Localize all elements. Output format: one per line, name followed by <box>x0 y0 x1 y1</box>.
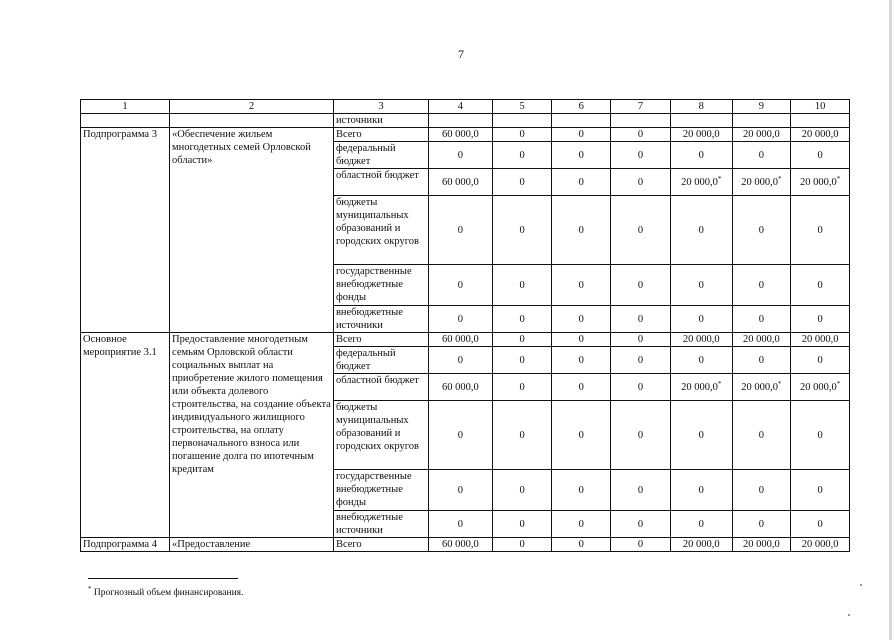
value-text: 0 <box>698 484 704 496</box>
value-cell <box>429 114 493 128</box>
value-text: 0 <box>758 484 764 496</box>
forecast-mark: * <box>778 174 782 183</box>
value-cell <box>732 333 791 347</box>
value-cell <box>552 114 611 128</box>
value-cell <box>791 347 850 374</box>
value-text: 0 <box>519 313 525 325</box>
value-cell <box>429 374 493 401</box>
program-title-cell: Предоставление многодетным семьям Орловской области социальных выплат на приобретение жилого помещения или объекта долевого строительства, на создание объекта индивидуального жилищного строительства, на оплату первоначального взноса или погашение долга по ипотечным кредитам <box>170 333 334 538</box>
value-cell <box>732 374 791 401</box>
value-text: 0 <box>578 176 584 188</box>
funding-source-cell: источники <box>333 114 428 128</box>
value-cell <box>791 265 850 306</box>
value-text: 0 <box>519 484 525 496</box>
table-row <box>81 128 850 142</box>
value-cell <box>670 333 732 347</box>
value-text: 0 <box>519 279 525 291</box>
value-text: 20 000,0 <box>799 381 837 393</box>
value-cell <box>732 196 791 265</box>
value-text: 0 <box>578 129 584 140</box>
program-title-cell: «Обеспечение жильем многодетных семей Орловской области» <box>170 128 334 333</box>
program-name-cell <box>81 114 170 128</box>
value-cell <box>552 347 611 374</box>
value-cell <box>611 142 671 169</box>
value-cell <box>670 347 732 374</box>
value-text: 0 <box>457 354 464 366</box>
funding-source-cell: государственные внебюджетные фонды <box>333 470 428 511</box>
value-text: 0 <box>519 354 525 366</box>
forecast-mark: * <box>778 379 782 388</box>
funding-source-cell: областной бюджет <box>333 374 428 401</box>
table-row <box>81 333 850 347</box>
value-text: 20 000,0 <box>801 539 839 550</box>
col-header: 7 <box>611 100 671 114</box>
value-text: 0 <box>817 224 823 236</box>
value-cell <box>611 347 671 374</box>
table-body <box>81 100 850 552</box>
value-text: 0 <box>637 429 644 441</box>
value-cell <box>732 128 791 142</box>
value-text: 0 <box>698 354 704 366</box>
value-text: 0 <box>698 279 704 291</box>
value-cell <box>611 538 671 552</box>
value-cell <box>492 196 552 265</box>
value-text: 0 <box>457 224 464 236</box>
value-text: 0 <box>457 518 464 530</box>
value-cell <box>552 333 611 347</box>
value-text: 20 000,0 <box>682 334 720 345</box>
value-text: 0 <box>817 429 823 441</box>
value-cell <box>552 265 611 306</box>
value-cell <box>611 470 671 511</box>
value-cell <box>732 470 791 511</box>
value-cell <box>732 306 791 333</box>
value-cell <box>429 169 493 196</box>
value-text: 0 <box>698 149 704 161</box>
value-text: 20 000,0 <box>743 129 780 140</box>
value-cell <box>670 169 732 196</box>
value-text: 0 <box>758 518 764 530</box>
value-cell <box>492 169 552 196</box>
forecast-mark: * <box>717 174 722 183</box>
value-cell <box>611 401 671 470</box>
value-text: 20 000,0 <box>801 334 839 345</box>
value-text: 0 <box>817 354 823 366</box>
program-title-cell <box>170 114 334 128</box>
value-text: 0 <box>698 429 704 441</box>
funding-source-cell: Всего <box>333 128 428 142</box>
value-cell <box>552 128 611 142</box>
value-text: 0 <box>817 518 823 530</box>
value-text: 0 <box>698 518 704 530</box>
value-text: 0 <box>578 539 584 550</box>
program-name-cell: Подпрограмма 4 <box>81 538 170 552</box>
value-cell <box>429 511 493 538</box>
value-cell <box>611 169 671 196</box>
page-number: 7 <box>458 47 464 61</box>
value-cell <box>492 114 552 128</box>
footnote-rule <box>88 578 238 579</box>
value-text: 0 <box>578 518 584 530</box>
value-text: 0 <box>457 429 464 441</box>
funding-source-cell: областной бюджет <box>333 169 428 196</box>
col-header: 4 <box>429 100 493 114</box>
value-cell <box>611 333 671 347</box>
value-text: 20 000,0 <box>741 176 778 188</box>
value-text: 20 000,0 <box>743 334 780 345</box>
value-cell <box>791 538 850 552</box>
value-cell <box>552 374 611 401</box>
value-text: 0 <box>578 484 584 496</box>
col-header: 8 <box>670 100 732 114</box>
value-cell <box>552 169 611 196</box>
value-text: 0 <box>457 149 464 161</box>
value-text: 0 <box>578 381 584 393</box>
value-text: 0 <box>637 176 644 188</box>
scan-speck <box>860 584 862 586</box>
program-title-cell: «Предоставление <box>170 538 334 552</box>
value-cell <box>732 265 791 306</box>
value-cell <box>552 470 611 511</box>
col-header: 9 <box>732 100 791 114</box>
value-cell <box>429 538 493 552</box>
value-cell <box>611 265 671 306</box>
value-text: 60 000,0 <box>442 129 479 140</box>
footnote-mark: * <box>88 585 92 593</box>
value-text: 0 <box>578 313 584 325</box>
value-text: 0 <box>578 224 584 236</box>
value-cell <box>670 401 732 470</box>
footnote <box>88 585 243 598</box>
value-cell <box>791 128 850 142</box>
value-text: 20 000,0 <box>682 539 720 550</box>
value-cell <box>732 538 791 552</box>
value-cell <box>492 265 552 306</box>
value-cell <box>732 142 791 169</box>
value-cell <box>429 347 493 374</box>
value-cell <box>670 470 732 511</box>
funding-source-cell: внебюджетные источники <box>333 511 428 538</box>
value-cell <box>492 333 552 347</box>
value-cell <box>670 128 732 142</box>
value-text: 0 <box>519 149 525 161</box>
value-cell <box>492 374 552 401</box>
value-cell <box>732 347 791 374</box>
value-text: 0 <box>817 484 823 496</box>
value-cell <box>732 169 791 196</box>
value-cell <box>670 142 732 169</box>
value-text: 0 <box>758 354 764 366</box>
value-text: 0 <box>519 176 525 188</box>
value-text: 0 <box>578 429 584 441</box>
value-text: 0 <box>637 381 644 393</box>
value-cell <box>732 511 791 538</box>
value-text: 0 <box>637 129 644 140</box>
value-text: 0 <box>637 313 644 325</box>
value-text: 20 000,0 <box>682 129 720 140</box>
value-text: 20 000,0 <box>681 176 718 188</box>
value-cell <box>670 511 732 538</box>
value-cell <box>429 470 493 511</box>
value-text: 0 <box>457 313 464 325</box>
value-cell <box>611 114 671 128</box>
value-cell <box>670 374 732 401</box>
value-text: 20 000,0 <box>743 539 780 550</box>
value-text: 0 <box>519 334 525 345</box>
value-text: 0 <box>519 129 525 140</box>
value-cell <box>429 265 493 306</box>
funding-source-cell: федеральный бюджет <box>333 347 428 374</box>
value-cell <box>611 306 671 333</box>
value-text: 0 <box>637 149 644 161</box>
value-cell <box>429 142 493 169</box>
value-text: 0 <box>578 334 584 345</box>
value-cell <box>611 374 671 401</box>
value-text: 0 <box>637 279 644 291</box>
value-text: 0 <box>758 429 764 441</box>
value-text: 0 <box>519 224 525 236</box>
funding-source-cell: Всего <box>333 333 428 347</box>
funding-source-cell: федеральный бюджет <box>333 142 428 169</box>
value-text: 0 <box>637 334 644 345</box>
value-cell <box>791 470 850 511</box>
value-cell <box>791 511 850 538</box>
value-cell <box>791 169 850 196</box>
value-cell <box>552 306 611 333</box>
forecast-mark: * <box>836 379 841 388</box>
value-cell <box>492 511 552 538</box>
col-header: 3 <box>333 100 428 114</box>
value-cell <box>552 196 611 265</box>
value-text: 0 <box>817 313 823 325</box>
funding-source-cell: государственные внебюджетные фонды <box>333 265 428 306</box>
value-cell <box>429 333 493 347</box>
value-text: 20 000,0 <box>741 381 778 393</box>
value-text: 0 <box>519 429 525 441</box>
col-header: 1 <box>81 100 170 114</box>
value-cell <box>670 196 732 265</box>
value-text: 0 <box>698 224 704 236</box>
value-text: 0 <box>519 381 525 393</box>
col-header: 6 <box>552 100 611 114</box>
value-cell <box>429 306 493 333</box>
value-cell <box>492 128 552 142</box>
value-cell <box>429 196 493 265</box>
value-cell <box>791 401 850 470</box>
value-text: 0 <box>817 149 823 161</box>
value-cell <box>791 114 850 128</box>
value-cell <box>670 265 732 306</box>
value-text: 0 <box>637 518 644 530</box>
value-text: 0 <box>758 313 764 325</box>
value-cell <box>791 196 850 265</box>
value-text: 20 000,0 <box>801 129 839 140</box>
value-text: 20 000,0 <box>799 176 837 188</box>
table-row <box>81 538 850 552</box>
value-text: 0 <box>457 279 464 291</box>
value-text: 0 <box>519 518 525 530</box>
value-text: 0 <box>637 224 644 236</box>
value-text: 0 <box>457 484 464 496</box>
forecast-mark: * <box>717 379 722 388</box>
col-header: 10 <box>791 100 850 114</box>
value-text: 0 <box>578 279 584 291</box>
table-row <box>81 114 850 128</box>
value-cell <box>552 401 611 470</box>
value-cell <box>429 128 493 142</box>
funding-source-cell: Всего <box>333 538 428 552</box>
footnote-text: Прогнозный объем финансирования. <box>93 588 244 599</box>
value-cell <box>670 306 732 333</box>
value-cell <box>492 538 552 552</box>
value-cell <box>670 538 732 552</box>
value-text: 60 000,0 <box>442 176 479 188</box>
value-text: 0 <box>758 149 764 161</box>
value-cell <box>492 347 552 374</box>
funding-source-cell: бюджеты муниципальных образований и городских округов <box>333 401 428 470</box>
value-text: 60 000,0 <box>442 539 479 550</box>
col-header: 2 <box>170 100 334 114</box>
value-text: 0 <box>578 149 584 161</box>
funding-source-cell: бюджеты муниципальных образований и городских округов <box>333 196 428 265</box>
scan-speck <box>848 614 850 616</box>
value-cell <box>492 142 552 169</box>
value-cell <box>429 401 493 470</box>
value-cell <box>732 114 791 128</box>
value-text: 0 <box>637 539 644 550</box>
value-cell <box>611 196 671 265</box>
value-text: 0 <box>578 354 584 366</box>
value-cell <box>791 374 850 401</box>
value-text: 0 <box>698 313 704 325</box>
value-cell <box>492 401 552 470</box>
financing-table <box>80 99 850 552</box>
value-cell <box>552 538 611 552</box>
value-text: 0 <box>758 279 764 291</box>
value-text: 0 <box>817 279 823 291</box>
value-cell <box>791 306 850 333</box>
value-text: 60 000,0 <box>442 381 479 393</box>
header-row <box>81 100 850 114</box>
value-cell <box>492 306 552 333</box>
value-text: 20 000,0 <box>681 381 718 393</box>
value-text: 0 <box>519 539 525 550</box>
program-name-cell: Подпрограмма 3 <box>81 128 170 333</box>
value-cell <box>791 142 850 169</box>
value-cell <box>732 401 791 470</box>
value-cell <box>492 470 552 511</box>
value-cell <box>791 333 850 347</box>
value-cell <box>552 142 611 169</box>
value-text: 0 <box>758 224 764 236</box>
value-cell <box>552 511 611 538</box>
value-text: 0 <box>637 354 644 366</box>
value-cell <box>611 511 671 538</box>
value-text: 0 <box>637 484 644 496</box>
col-header: 5 <box>492 100 552 114</box>
program-name-cell: Основное мероприятие 3.1 <box>81 333 170 538</box>
value-text: 60 000,0 <box>442 334 479 345</box>
value-cell <box>670 114 732 128</box>
forecast-mark: * <box>836 174 841 183</box>
value-cell <box>611 128 671 142</box>
funding-source-cell: внебюджетные источники <box>333 306 428 333</box>
